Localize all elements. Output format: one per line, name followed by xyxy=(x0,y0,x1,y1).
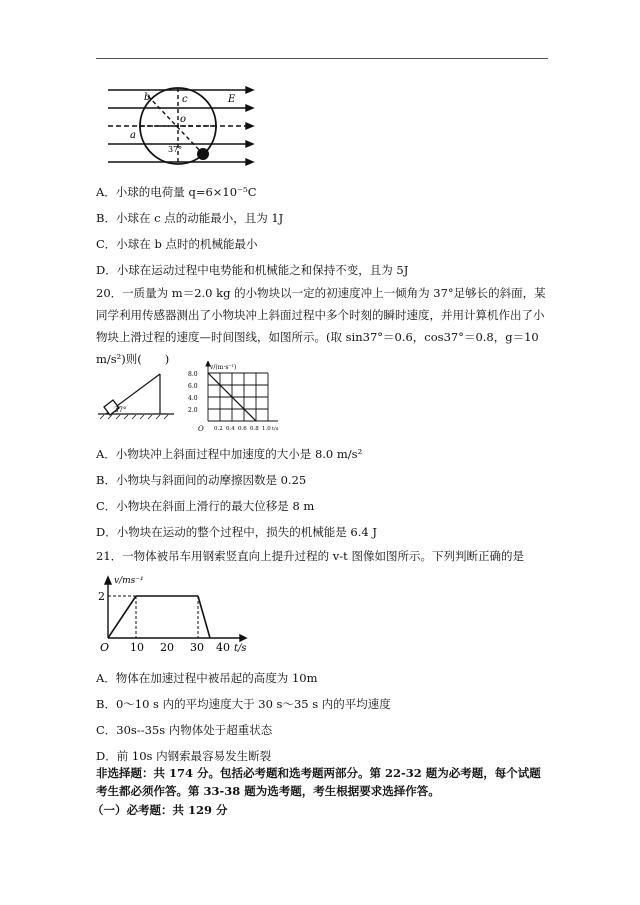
q20-xtick-06: 0.6 xyxy=(238,426,247,432)
label-b: b xyxy=(144,92,151,103)
q21-xunit: t/s xyxy=(234,643,247,654)
q20-ylabel: v/(m·s⁻¹) xyxy=(210,364,237,371)
section-nonchoice-title: 非选择题：共 174 分。包括必考题和选考题两部分。第 22-32 题为必考题，每个试题考生都必须作答。第 33-38 题为选考题，考生根据要求选择作答。 xyxy=(96,766,541,798)
label-field-e: E xyxy=(228,94,236,105)
label-a: a xyxy=(130,130,136,141)
q20-ytick-6: 6.0 xyxy=(188,383,198,390)
label-angle: 37° xyxy=(168,145,183,154)
header-rule xyxy=(96,58,548,59)
q21-ylabel: v/ms⁻¹ xyxy=(114,576,144,586)
q21-option-a: A．物体在加速过程中被吊起的高度为 10m xyxy=(96,671,318,685)
q21-xtick-10: 10 xyxy=(130,641,144,654)
q20-xunit: t/s xyxy=(272,426,279,432)
q20-origin: O xyxy=(198,425,204,433)
q21-xtick-20: 20 xyxy=(160,641,174,654)
incline-angle-label: 37° xyxy=(114,406,127,414)
q20-vt-graph xyxy=(186,361,284,433)
q19-option-a: A．小球的电荷量 q=6×10⁻⁵C xyxy=(96,185,257,199)
q21-vt-graph xyxy=(96,574,256,654)
q20-ytick-8: 8.0 xyxy=(188,371,198,378)
q20-option-d: D．小物块在运动的整个过程中，损失的机械能是 6.4 J xyxy=(96,525,377,539)
q21-xtick-40: 40 xyxy=(216,641,230,654)
q20-incline-figure xyxy=(96,370,178,422)
q19-option-c: C．小球在 b 点时的机械能最小 xyxy=(96,237,258,251)
q21-origin: O xyxy=(100,641,110,654)
q21-ytick-2: 2 xyxy=(98,590,105,603)
q19-circle-field-figure xyxy=(106,82,256,170)
q21-stem: 21．一物体被吊车用钢索竖直向上提升过程的 v-t 图像如图所示。下列判断正确的是 xyxy=(96,549,524,563)
q20-option-a: A．小物块冲上斜面过程中加速度的大小是 8.0 m/s² xyxy=(96,447,363,461)
q19-option-d: D．小球在运动过程中电势能和机械能之和保持不变，且为 5J xyxy=(96,263,409,277)
q19-option-b: B．小球在 c 点的动能最小，且为 1J xyxy=(96,211,284,225)
q20-ytick-4: 4.0 xyxy=(188,395,198,402)
q20-stem: 20．一质量为 m＝2.0 kg 的小物块以一定的初速度冲上一倾角为 37°足够长的斜面，某同学利用传感器测出了小物块冲上斜面过程中多个时刻的瞬时速度，并用计算机作出了小物块上滑过程的速度—时间图线，如图所示。(取 sin37°＝0.6，cos37°＝0.8，g＝10 m/s²)则( ) xyxy=(96,286,546,366)
label-o: o xyxy=(180,114,187,125)
q21-xtick-30: 30 xyxy=(190,641,204,654)
q20-option-b: B．小物块与斜面间的动摩擦因数是 0.25 xyxy=(96,473,307,487)
q20-ytick-2: 2.0 xyxy=(188,407,198,414)
q20-xtick-04: 0.4 xyxy=(226,426,235,432)
q20-xtick-10: 1.0 xyxy=(262,426,271,432)
section-required-sub: （一）必考题：共 129 分 xyxy=(92,803,228,817)
q20-xtick-08: 0.8 xyxy=(250,426,259,432)
q21-option-d: D．前 10s 内钢索最容易发生断裂 xyxy=(96,749,272,763)
q20-xtick-02: 0.2 xyxy=(214,426,223,432)
q21-option-b: B．0～10 s 内的平均速度大于 30 s～35 s 内的平均速度 xyxy=(96,697,391,711)
q21-option-c: C．30s--35s 内物体处于超重状态 xyxy=(96,723,273,737)
label-c: c xyxy=(182,94,188,105)
q20-option-c: C．小物块在斜面上滑行的最大位移是 8 m xyxy=(96,499,315,513)
